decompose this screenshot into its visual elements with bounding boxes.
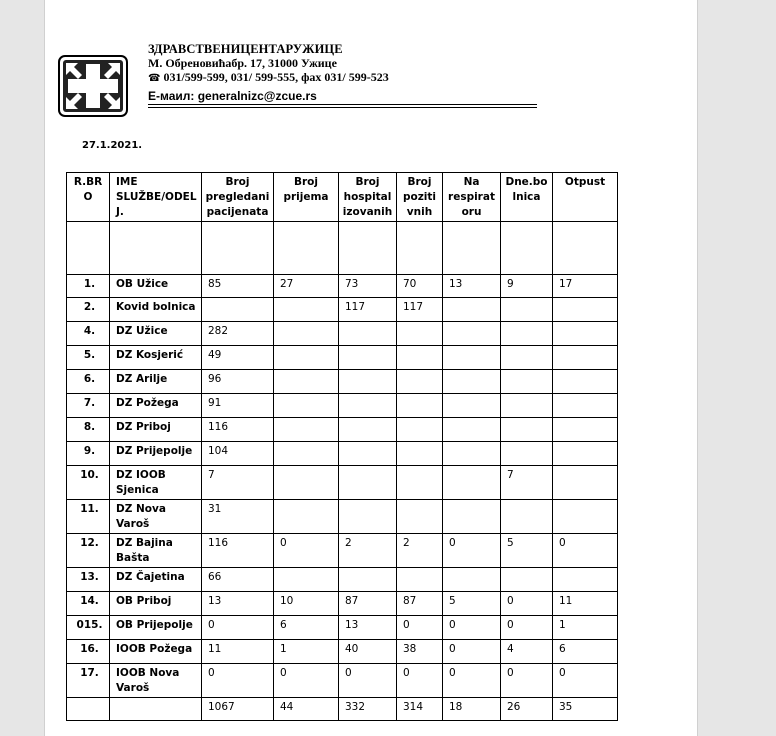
column-header-pregledani: Broj pregledani pacijenata (202, 173, 274, 222)
cell-otpust (553, 394, 618, 418)
cell-name: DZ Užice (110, 322, 202, 346)
blank-cell (110, 222, 202, 275)
cell-pozitivnih (397, 322, 443, 346)
blank-cell (397, 222, 443, 275)
cell-pregledani (202, 298, 274, 322)
cell-rbr: 13. (67, 568, 110, 592)
cell-hospital (339, 418, 397, 442)
cell-name: IOOB Nova Varoš (110, 664, 202, 698)
cell-dnebolnica (501, 500, 553, 534)
cell-pregledani: 104 (202, 442, 274, 466)
table-body (67, 275, 618, 721)
cell-prijema: 6 (274, 616, 339, 640)
cell-prijema (274, 500, 339, 534)
table-row (67, 534, 618, 568)
table-totals-row (67, 698, 618, 721)
table-row (67, 418, 618, 442)
blank-cell (553, 222, 618, 275)
cell-name: DZ Požega (110, 394, 202, 418)
cell-respirator (443, 322, 501, 346)
cell-hospital: 332 (339, 698, 397, 721)
cell-rbr: 8. (67, 418, 110, 442)
cell-name: DZ Prijepolje (110, 442, 202, 466)
cell-hospital: 73 (339, 275, 397, 298)
cell-name: DZ Arilje (110, 370, 202, 394)
cell-pregledani: 91 (202, 394, 274, 418)
cell-otpust (553, 322, 618, 346)
cell-pregledani: 116 (202, 418, 274, 442)
document-page (44, 0, 698, 736)
letterhead (148, 42, 568, 104)
cell-respirator: 18 (443, 698, 501, 721)
cell-rbr: 5. (67, 346, 110, 370)
cell-pregledani: 85 (202, 275, 274, 298)
cell-respirator (443, 394, 501, 418)
cell-rbr: 7. (67, 394, 110, 418)
cell-hospital: 13 (339, 616, 397, 640)
cell-name: DZ Nova Varoš (110, 500, 202, 534)
cell-pregledani: 66 (202, 568, 274, 592)
cell-otpust (553, 500, 618, 534)
cell-pozitivnih: 2 (397, 534, 443, 568)
cell-hospital: 0 (339, 664, 397, 698)
cell-rbr: 16. (67, 640, 110, 664)
cell-otpust (553, 568, 618, 592)
cell-dnebolnica (501, 322, 553, 346)
cell-otpust: 0 (553, 534, 618, 568)
cell-dnebolnica (501, 370, 553, 394)
cell-respirator: 0 (443, 616, 501, 640)
cell-pregledani: 116 (202, 534, 274, 568)
report-date: 27.1.2021. (82, 140, 143, 151)
cell-name: OB Priboj (110, 592, 202, 616)
table-row (67, 394, 618, 418)
cell-pregledani: 0 (202, 616, 274, 640)
cell-dnebolnica: 0 (501, 664, 553, 698)
cell-otpust (553, 466, 618, 500)
cell-respirator: 0 (443, 640, 501, 664)
blank-cell (339, 222, 397, 275)
table-row (67, 275, 618, 298)
cell-pregledani: 282 (202, 322, 274, 346)
cell-respirator (443, 370, 501, 394)
cell-otpust: 1 (553, 616, 618, 640)
cell-otpust (553, 298, 618, 322)
cell-pregledani: 7 (202, 466, 274, 500)
cell-pregledani: 11 (202, 640, 274, 664)
table-row (67, 616, 618, 640)
cell-pregledani: 13 (202, 592, 274, 616)
cell-dnebolnica: 7 (501, 466, 553, 500)
cell-dnebolnica (501, 394, 553, 418)
cell-hospital (339, 322, 397, 346)
table-row (67, 346, 618, 370)
cell-prijema (274, 418, 339, 442)
cell-pozitivnih: 70 (397, 275, 443, 298)
blank-cell (443, 222, 501, 275)
cell-pozitivnih (397, 370, 443, 394)
cell-hospital: 2 (339, 534, 397, 568)
cell-respirator: 0 (443, 664, 501, 698)
cell-rbr: 11. (67, 500, 110, 534)
cell-pozitivnih (397, 466, 443, 500)
cell-dnebolnica (501, 298, 553, 322)
blank-cell (67, 222, 110, 275)
cell-prijema: 10 (274, 592, 339, 616)
cell-name: DZ Priboj (110, 418, 202, 442)
table-header-row (67, 173, 618, 222)
cell-name: Kovid bolnica (110, 298, 202, 322)
phone-numbers: 031/599-599, 031/ 599-555, фах 031/ 599-523 (163, 70, 389, 84)
cell-pozitivnih: 0 (397, 616, 443, 640)
cell-rbr: 2. (67, 298, 110, 322)
cell-pregledani: 1067 (202, 698, 274, 721)
cell-name: DZ IOOB Sjenica (110, 466, 202, 500)
cell-rbr: 12. (67, 534, 110, 568)
cell-dnebolnica: 9 (501, 275, 553, 298)
cell-prijema: 0 (274, 534, 339, 568)
cell-prijema: 27 (274, 275, 339, 298)
cell-hospital: 40 (339, 640, 397, 664)
cell-prijema (274, 370, 339, 394)
cell-pozitivnih: 314 (397, 698, 443, 721)
cell-dnebolnica (501, 442, 553, 466)
cell-prijema (274, 322, 339, 346)
column-header-otpust: Otpust (553, 173, 618, 222)
cell-name: OB Prijepolje (110, 616, 202, 640)
column-header-rbr: R.BR O (67, 173, 110, 222)
cell-rbr: 9. (67, 442, 110, 466)
table-row (67, 298, 618, 322)
cell-dnebolnica (501, 568, 553, 592)
cell-prijema (274, 466, 339, 500)
cell-hospital (339, 442, 397, 466)
cell-name: DZ Kosjerić (110, 346, 202, 370)
cell-rbr: 17. (67, 664, 110, 698)
cell-prijema (274, 568, 339, 592)
cell-otpust (553, 442, 618, 466)
cell-hospital: 87 (339, 592, 397, 616)
cell-otpust (553, 370, 618, 394)
table-blank-row (67, 222, 618, 275)
cell-hospital: 117 (339, 298, 397, 322)
cell-otpust: 11 (553, 592, 618, 616)
table-row (67, 500, 618, 534)
cell-hospital (339, 394, 397, 418)
cell-name: DZ Bajina Bašta (110, 534, 202, 568)
cell-otpust (553, 418, 618, 442)
cell-pozitivnih (397, 500, 443, 534)
cell-respirator (443, 568, 501, 592)
cell-respirator (443, 466, 501, 500)
cell-rbr: 14. (67, 592, 110, 616)
cell-pregledani: 0 (202, 664, 274, 698)
table-row (67, 640, 618, 664)
cell-pregledani: 49 (202, 346, 274, 370)
cell-rbr: 4. (67, 322, 110, 346)
cell-otpust: 35 (553, 698, 618, 721)
cell-name (110, 698, 202, 721)
cell-dnebolnica (501, 346, 553, 370)
header-divider-line (148, 104, 537, 105)
health-center-logo-icon (58, 55, 128, 117)
cell-respirator (443, 500, 501, 534)
cell-name: IOOB Požega (110, 640, 202, 664)
cell-dnebolnica: 0 (501, 616, 553, 640)
telephone-icon: ☎ (148, 73, 161, 84)
cell-otpust: 0 (553, 664, 618, 698)
cell-respirator (443, 298, 501, 322)
cell-rbr: 6. (67, 370, 110, 394)
cell-pozitivnih: 0 (397, 664, 443, 698)
cell-rbr: 10. (67, 466, 110, 500)
cell-hospital (339, 370, 397, 394)
table-row (67, 322, 618, 346)
column-header-dnebolnica: Dne.bo lnica (501, 173, 553, 222)
cell-pozitivnih (397, 568, 443, 592)
blank-cell (501, 222, 553, 275)
cell-prijema (274, 298, 339, 322)
column-header-pozitivnih: Broj poziti vnih (397, 173, 443, 222)
table-row (67, 466, 618, 500)
cell-hospital (339, 568, 397, 592)
cell-pozitivnih: 117 (397, 298, 443, 322)
cell-otpust (553, 346, 618, 370)
table-row (67, 442, 618, 466)
cell-dnebolnica (501, 418, 553, 442)
cell-pozitivnih: 87 (397, 592, 443, 616)
cell-pregledani: 31 (202, 500, 274, 534)
cell-respirator (443, 418, 501, 442)
table-row (67, 592, 618, 616)
cell-rbr: 1. (67, 275, 110, 298)
cell-prijema: 44 (274, 698, 339, 721)
table-row (67, 664, 618, 698)
column-header-name: IME SLUŽBE/ODEL J. (110, 173, 202, 222)
cell-otpust: 6 (553, 640, 618, 664)
cell-hospital (339, 346, 397, 370)
cell-pozitivnih (397, 418, 443, 442)
cell-prijema: 0 (274, 664, 339, 698)
cell-hospital (339, 466, 397, 500)
cell-rbr (67, 698, 110, 721)
cell-pozitivnih (397, 442, 443, 466)
cell-respirator: 13 (443, 275, 501, 298)
cell-rbr: 015. (67, 616, 110, 640)
report-table (66, 172, 618, 721)
cell-prijema (274, 346, 339, 370)
table-row (67, 568, 618, 592)
organization-name: ЗДРАВСТВЕНИЦЕНТАРУЖИЦЕ (148, 42, 343, 56)
organization-address: М. Обреновићабр. 17, 31000 Ужице (148, 56, 337, 70)
cell-prijema (274, 394, 339, 418)
cell-hospital (339, 500, 397, 534)
cell-dnebolnica: 26 (501, 698, 553, 721)
column-header-respirator: Na respirat oru (443, 173, 501, 222)
cell-respirator: 5 (443, 592, 501, 616)
table-row (67, 370, 618, 394)
organization-phone (148, 70, 568, 86)
blank-cell (202, 222, 274, 275)
cell-dnebolnica: 4 (501, 640, 553, 664)
column-header-prijema: Broj prijema (274, 173, 339, 222)
cell-prijema: 1 (274, 640, 339, 664)
cell-otpust: 17 (553, 275, 618, 298)
column-header-hospital: Broj hospital izovanih (339, 173, 397, 222)
cell-pozitivnih (397, 346, 443, 370)
cell-respirator: 0 (443, 534, 501, 568)
cell-name: OB Užice (110, 275, 202, 298)
cell-dnebolnica: 0 (501, 592, 553, 616)
organization-email: Е-маил: generalnizc@zcue.rs (148, 89, 317, 103)
header-divider-line (148, 107, 537, 108)
cell-respirator (443, 442, 501, 466)
cell-dnebolnica: 5 (501, 534, 553, 568)
cell-pregledani: 96 (202, 370, 274, 394)
cell-respirator (443, 346, 501, 370)
cell-pozitivnih (397, 394, 443, 418)
cell-pozitivnih: 38 (397, 640, 443, 664)
blank-cell (274, 222, 339, 275)
cell-name: DZ Čajetina (110, 568, 202, 592)
cell-prijema (274, 442, 339, 466)
